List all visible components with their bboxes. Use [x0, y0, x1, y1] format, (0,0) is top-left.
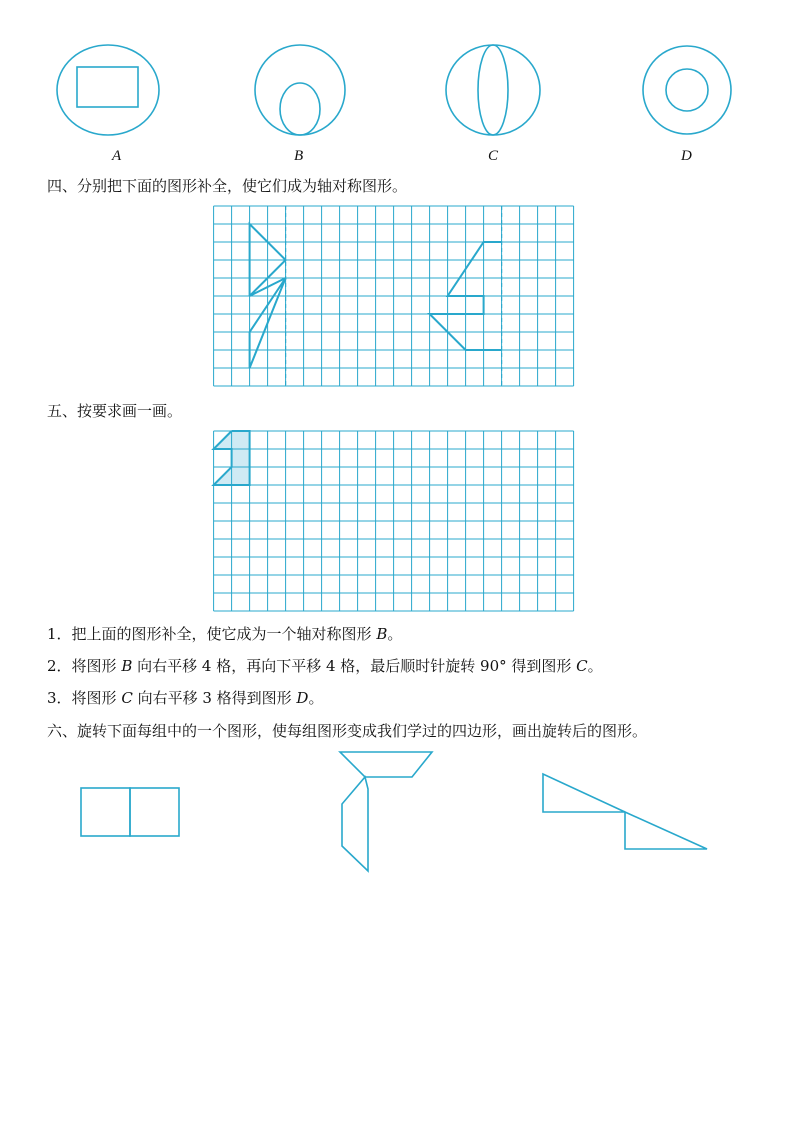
- task-2: 2．将图形 B 向右平移 4 格，再向下平移 4 格，最后顺时针旋转 90° 得到图形 C。: [47, 657, 603, 675]
- label-b: B: [294, 148, 304, 164]
- group3-triangles: [543, 774, 707, 849]
- task-1: 1．把上面的图形补全，使它成为一个轴对称图形 B。: [47, 625, 403, 643]
- label-c: C: [488, 148, 499, 164]
- section5-title: 五、按要求画一画。: [47, 402, 183, 420]
- task-3: 3．将图形 C 向右平移 3 格得到图形 D。: [47, 689, 324, 707]
- group1-squares: [81, 788, 179, 836]
- section4-title: 四、分别把下面的图形补全，使它们成为轴对称图形。: [47, 177, 408, 195]
- section6-title: 六、旋转下面每组中的一个图形，使每组图形变成我们学过的四边形，画出旋转后的图形。: [47, 722, 648, 740]
- label-d: D: [681, 148, 692, 164]
- label-a: A: [112, 148, 122, 164]
- group2-trapezoids: [340, 752, 432, 871]
